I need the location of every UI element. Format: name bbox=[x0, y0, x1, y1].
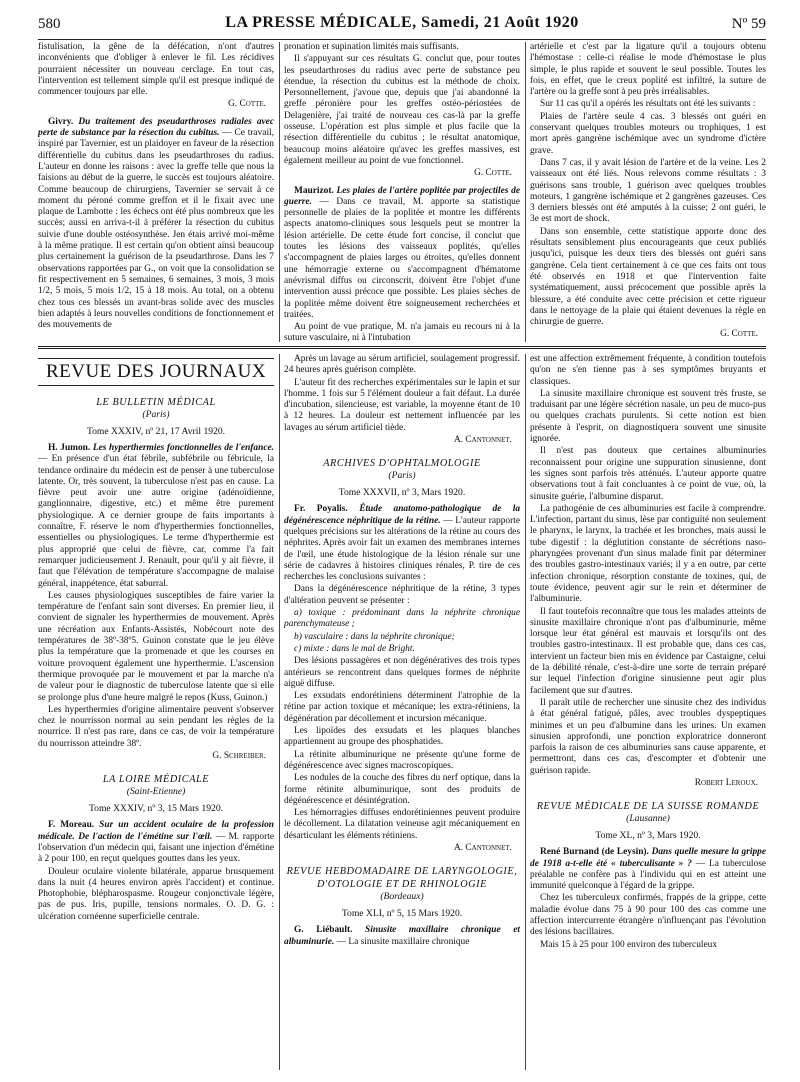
article bbox=[38, 820, 274, 865]
article-author: René Burnand (de Leysin). bbox=[540, 847, 649, 858]
paragraph: Sur 11 cas qu'il a opérés les résultats ont été les suivants : bbox=[540, 99, 756, 110]
column-divider bbox=[279, 42, 280, 342]
article-text: — L'auteur rapporte quelques précisions sur les altérations de la rétine au cours des néphrites. Après avoir fait un examen des membranes internes de l'œil, une étude histologique de la lésion rénale sur une série de cadavres à histoires cliniques rénales, P. tire de ces recherches les conclusions suivantes : bbox=[284, 515, 520, 583]
article-text: — En présence d'un état fébrile, subfébrile ou fébricule, la tendance ordinaire du médecin est de penser à une tuberculose latente. Or, très souvent, la tuberculose n'est pas en cause. La fièvre peut avoir une autre origine (adénoïdienne, ganglionnaire, digestive, etc.) et même être purement physiologique. A ce dernier groupe de faits importants à connaître, F. réserve le nom d'hyperthermies fonctionnelles, essentielles ou physiologiques. Le terme d'hyperthermie est plus approprié que celui de fièvre, car, comme l'a fait remarquer judicieusement J. Renault, pour qu'il y ait fièvre, il faut que l'élévation de température s'accompagne de malaise général, inappétence, état saburral. bbox=[38, 454, 274, 589]
header-rule bbox=[38, 39, 766, 40]
article-title: Dans quelle mesure la grippe de 1918 a-t-elle été « tuberculisante » ? bbox=[530, 847, 766, 869]
paragraph: La sinusite maxillaire chronique est souvent très fruste, se traduisant par une légère sécrétion nasale, un peu de muco-pus ou quelques crachats purulents. Si cette notion est bien présente à l'esprit, on diagnostiquera souvent une sinusite ignorée. bbox=[530, 388, 766, 445]
issue-number: Nº 59 bbox=[731, 16, 766, 32]
paragraph: Dans 7 cas, il y avait lésion de l'artère et de la veine. Les 2 vaisseaux ont été liés. Nous relevons comme résultats : 3 guérisons sans trouble, 1 guérison avec quelques troubles moteurs, 1 gangrène ischémique et 2 gangrènes gazeuses. Ces 3 derniers blessés ont été amputés à la cuisse; 2 ont guéri, le 3e est mort de shock. bbox=[530, 157, 766, 225]
top-column-3 bbox=[530, 42, 766, 342]
journal-city: (Bordeaux) bbox=[380, 891, 424, 903]
paragraph: c) mixte : dans le mal de Bright. bbox=[294, 643, 415, 654]
journal-name: ARCHIVES D'OPHTALMOLOGIE bbox=[323, 458, 481, 470]
journal-name: REVUE MÉDICALE DE LA SUISSE ROMANDE bbox=[536, 801, 760, 813]
paragraph: Les nodules de la couche des fibres du nerf optique, dans la forme rétinite albuminurique, sont des produits de dégénérescence et désintégration. bbox=[284, 773, 520, 806]
bottom-column-1 bbox=[38, 354, 274, 1070]
article-title: Sinusite maxillaire chronique et albuminurie. bbox=[284, 925, 520, 947]
column-divider bbox=[279, 354, 280, 1070]
article-text: — La tuberculose préalable ne confère pas à l'individu qui en est atteint une immunité quelconque à l'égard de la grippe. bbox=[530, 858, 766, 892]
article-title: Les hyperthermies fonctionnelles de l'enfance. bbox=[92, 443, 274, 453]
column-divider bbox=[525, 354, 526, 1070]
article-text: — M. rapporte l'observation d'un médecin qui, faisant une injection d'émétine à 2 pour 100, en reçut quelques gouttes dans les yeux. bbox=[38, 831, 274, 865]
paragraph: Il s'appuyant sur ces résultats G. conclut que, pour toutes les pseudarthroses du radius avec perte de substance peu étendue, la résection du cubitus est la méthode de choix. Personnellement, j'avoue que, depuis que j'ai abandonné la greffe péronière pour les greffes ostéo-périostées de Delagenière, j'ai traité de nouveau ces cas-là par la greffe osseuse. L'opération est plus simple et plus facile que la résection différentielle du cubitus ; le résultat anatomique, beaucoup moins aléatoire qu'avec les greffes massives, est également meilleur au point de vue fonctionnel. bbox=[284, 54, 520, 166]
article-author: F. Moreau. bbox=[48, 820, 95, 831]
paragraph: fistulisation, la gêne de la défécation, n'ont d'autres inconvénients que d'obliger à enlever le fil. Les récidives pourraient nécessiter un nouveau cerclage. En tout cas, l'intervention est tellement simple qu'il est presque indiqué de commencer toujours par elle. bbox=[38, 42, 274, 98]
paragraph: Il n'est pas douteux que certaines albuminuries reconnaissent pour origine une suppuration sinusienne, dont les signes sont parfois très atténués. L'auteur apporte quatre observations tout à fait concluantes à ce point de vue, où, la sinusite guérie, l'albumine disparut. bbox=[530, 446, 766, 502]
bottom-column-2 bbox=[284, 354, 520, 1070]
article-author: Givry. bbox=[48, 116, 74, 127]
article-author: Maurizot. bbox=[294, 185, 334, 196]
paragraph: Les causes physiologiques susceptibles de faire varier la température de l'enfant sain sont diverses. En premier lieu, il convient de signaler les hyperthermies de mouvement. Après une récréation aux Enfants-Assistés, Nobécourt note des températures de 38º-38º5. Guinon constate que le jeu élève plus la température que la promenade et que les courses en voiture provoquent également une hyperthermie. L'ascension thermique provoquée par le mouvement et par la marche n'a de valeur pour le diagnostic de tuberculose latente que si elle se prolonge plus d'une heure malgré le repos (Kuss, Guinon.) bbox=[38, 590, 274, 703]
paragraph: b) vasculaire : dans la néphrite chronique; bbox=[294, 631, 455, 642]
journal-tome: Tome XXXIV, nº 21, 17 Avril 1920. bbox=[86, 426, 226, 437]
paragraph: a) toxique : prédominant dans la néphrite chronique parenchymateuse ; bbox=[284, 608, 520, 630]
paragraph: Au point de vue pratique, M. n'a jamais eu recours ni à la suture vasculaire, ni à l'intubation bbox=[284, 322, 520, 342]
section-separator bbox=[38, 346, 766, 349]
journal-city: (Lausanne) bbox=[626, 813, 670, 825]
article-title: Les plaies de l'artère poplitée par projectiles de guerre. bbox=[284, 185, 520, 207]
signature: G. Schreiber. bbox=[212, 751, 266, 762]
journal-tome: Tome XLI, nº 5, 15 Mars 1920. bbox=[341, 908, 463, 920]
signature: A. Cantonnet. bbox=[453, 842, 512, 853]
paragraph: Des lésions passagères et non dégénératives des trois types antérieurs se rencontrent dans quelques formes de néphrite aiguë diffuse. bbox=[284, 656, 520, 689]
paragraph: La rétinite albuminurique ne présente qu'une forme de dégénérescence avec signes macroscopiques. bbox=[284, 749, 520, 771]
top-column-1 bbox=[38, 42, 274, 342]
article-title: Du traitement des pseudarthroses radiales avec perte de substance par la résection du cubitus. bbox=[38, 116, 274, 139]
article-author: G. Liébault. bbox=[294, 925, 353, 936]
page-number: 580 bbox=[38, 16, 61, 32]
signature: G. Cotte. bbox=[474, 168, 512, 179]
article-author: H. Jumon. bbox=[48, 443, 91, 453]
article bbox=[38, 117, 274, 332]
section-heading: REVUE DES JOURNAUX bbox=[38, 358, 274, 386]
article-text: — Dans ce travail, M. apporte sa statistique personnelle de plaies de la poplitée et montre les différents aspects anatomo-cliniques sous lesquels peut se montrer la lésion artérielle. De cette étude fort concise, il conclut que toutes les lésions des vaisseaux poplités, qu'elles s'accompagnent de plaies larges ou étroites, qu'elles donnent une hémorragie externe ou s'accompagnent d'hématome anévrismal diffus ou circonscrit, doivent être l'objet d'une intervention aussi précoce que possible. Les plaies sèches de la poplitée même doivent être soigneusement recherchées et traitées. bbox=[284, 196, 520, 320]
paragraph: Dans son ensemble, cette statistique apporte donc des résultats sensiblement plus encourageants que ceux publiés jusqu'ici, puisque les deux tiers des blessés ont guéri sans gangrène. Cela tient certainement à ce que ces faits ont tous été observés en 1918 et que l'intervention faite systématiquement, aussi précocement que possible après la blessure, a été conduite avec cette précision et cette rigueur dans le nettoyage de la plaie qui étaient devenues la règle en chirurgie de guerre. bbox=[530, 226, 766, 328]
signature: A. Cantonnet. bbox=[453, 435, 512, 446]
paragraph: est une affection extrêmement fréquente, à condition toutefois qu'on ne s'en tienne pas à ses symptômes bruyants et classiques. bbox=[530, 354, 766, 387]
journal-city: (Paris) bbox=[388, 470, 416, 482]
paragraph: Les hémorragies diffuses endorétiniennes peuvent produire le décollement. La dilatation veineuse agit mécaniquement en désarticulant les éléments rétiniens. bbox=[284, 808, 520, 841]
article bbox=[530, 847, 766, 892]
top-section bbox=[38, 42, 766, 342]
paragraph: Mais 15 à 25 pour 100 environ des tuberculeux bbox=[540, 939, 718, 950]
signature: Robert Leroux. bbox=[694, 777, 758, 788]
signature: G. Cotte. bbox=[228, 99, 266, 110]
journal-name: LE BULLETIN MÉDICAL bbox=[96, 397, 216, 408]
article bbox=[38, 443, 274, 590]
article bbox=[284, 925, 520, 948]
paragraph: Il faut toutefois reconnaître que tous les malades atteints de sinusite maxillaire chronique n'ont pas d'albuminurie, même lorsque leur état général est mauvais et lorsqu'ils ont des troubles gastro-intestinaux. Il est probable que, dans ces cas, intervient un facteur bien mis en évidence par Castaigne, celui de la débilité rénale, c'est-à-dire une sorte de terrain préparé sur lequel l'infection d'origine sinusienne peut agir plus facilement que sur d'autres. bbox=[530, 606, 766, 696]
article-author: Fr. Poyalis. bbox=[294, 504, 348, 515]
article-text: — La sinusite maxillaire chronique bbox=[336, 936, 470, 947]
article-title: Sur un accident oculaire de la profession médicale. De l'action de l'émétine sur l'œil. bbox=[38, 820, 274, 842]
article-title: Étude anatomo-pathologique de la dégénérescence néphritique de la rétine. bbox=[284, 504, 520, 526]
paragraph: L'auteur fit des recherches expérimentales sur le lapin et sur l'homme. 1 fois sur 5 l'élément douleur a fait défaut. La durée d'incubation, silencieuse, est variable, la moyenne étant de 10 à 12 heures. La douleur est nettement influencée par les lavages au sérum artificiel tiède. bbox=[284, 377, 520, 433]
paragraph: Il paraît utile de rechercher une sinusite chez des individus à état général fatigué, pâles, avec troubles dyspeptiques minimes et un peu d'albumine dans les urines. Un examen sinusien approfondi, une ponction exploratrice donneront parfois la raison de ces albuminuries sans cause apparente, et permettront, dans ces cas, d'escompter et d'obtenir une guérison rapide. bbox=[530, 697, 766, 776]
paragraph: Plaies de l'artère seule 4 cas. 3 blessés ont guéri en conservant quelques troubles moteurs ou trophiques, 1 est mort après gangrène ischémique avec un syndrome d'ictère grave. bbox=[530, 111, 766, 156]
top-column-2 bbox=[284, 42, 520, 342]
column-divider bbox=[525, 42, 526, 342]
paragraph: Les exsudats endorétiniens déterminent l'atrophie de la rétine par action toxique et mécanique; les extra-rétiniens, la dégénération par décollement et incursion mécanique. bbox=[284, 691, 520, 724]
article-text: — Ce travail, inspiré par Tavernier, est un plaidoyer en faveur de la résection différentielle du cubitus dans les pseudarthroses du radius. L'auteur en donne les raisons : avec la greffe telle que nous la faisions au début de la guerre, le succès est toujours aléatoire. Comme beaucoup de chirurgiens, Tavernier se servait à ce moment du péroné comme greffon et il le fixait avec une plaque de Lambotte : les échecs ont été plus nombreux que les succès; aussi en arriva-t-il à préférer la résection du cubitus suivie d'une double ostéosynthèse. Jen étais arrivé moi-même à la même pratique. Il est certain qu'on obtient ainsi beaucoup plus certainement la guérison de la pseudarthrose. Dans les 7 observations rapportées par G., on voit que la consolidation se fit respectivement en 5 semaines, 6 semaines, 3 mois, 3 mois 1/2, 5 mois, 5 mois 1/2, 15 à 18 mois. Au total, on a obtenu chez tous ces blessés un avant-bras solide avec des muscles bien adaptés à leurs nouvelles conditions de fonctionnement et des mouvements de bbox=[38, 128, 274, 331]
bottom-section bbox=[38, 354, 766, 1070]
article bbox=[284, 186, 520, 322]
paragraph: Après un lavage au sérum artificiel, soulagement progressif. 24 heures après guérison complète. bbox=[284, 354, 520, 376]
journal-name: REVUE HEBDOMADAIRE DE LARYNGOLOGIE, D'OTOLOGIE ET DE RHINOLOGIE bbox=[286, 866, 518, 891]
journal-city: (Paris) bbox=[142, 409, 170, 420]
paragraph: Les lipoïdes des exsudats et les plaques blanches appartiennent au groupe des phosphatides. bbox=[284, 726, 520, 748]
bottom-column-3 bbox=[530, 354, 766, 1070]
paragraph: Les hyperthermies d'origine alimentaire peuvent s'observer chez le nourrisson normal au sein pendant les règles de la nourrice. Il n'est pas rare, dans ce cas, de voir la température du nourrisson atteindre 38º. bbox=[38, 704, 274, 749]
article bbox=[284, 504, 520, 583]
journal-tome: Tome XXXIV, nº 3, 15 Mars 1920. bbox=[88, 803, 224, 815]
page-header bbox=[38, 14, 766, 36]
journal-name: LA LOIRE MÉDICALE bbox=[102, 774, 210, 786]
journal-tome: Tome XXXVII, nº 3, Mars 1920. bbox=[338, 487, 466, 499]
paragraph: Dans la dégénérescence néphritique de la rétine, 3 types d'altération peuvent se présenter : bbox=[284, 584, 520, 606]
paragraph: Chez les tuberculeux confirmés, frappés de la grippe, cette maladie évolue dans 75 à 90 pour 100 des cas comme une affection intercurrente étrangère n'influençant pas l'évolution des lésions bacillaires. bbox=[530, 893, 766, 938]
paragraph: La pathogénie de ces albuminuries est facile à comprendre. L'infection, partant du sinus, lèse par contiguïté non seulement le pharynx, le larynx, la trachée et les bronches, mais aussi le tube digestif : la déglutition constante de sécrétions naso-pharyngées provenant d'un sinus malade finit par déterminer des troubles gastro-intestinaux variés; il y a en outre, par cette infection chronique, résorption constante de toxines, qui, de toute évidence, peuvent agir sur le rein et déterminer de l'albuminurie. bbox=[530, 503, 766, 605]
paragraph: Douleur oculaire violente bilatérale, apparue brusquement dans la nuit (4 heures environ après l'accident) et continue. Photophobie, blépharospasme. Rougeur conjonctivale légère, pas de pus. Iris, pupille, tensions normales. O. D. G. : ulcération cornéenne superficielle centrale. bbox=[38, 866, 274, 922]
journal-city: (Saint-Etienne) bbox=[126, 786, 186, 798]
paragraph: pronation et supination limités mais suffisants. bbox=[284, 42, 459, 52]
paragraph: artérielle et c'est par la ligature qu'il a toujours obtenu l'hémostase : celle-ci réalise le mode d'hémostase le plus simple, le plus rapide et souvent le seul possible. Toutes les fois, en effet, que le creux poplité est infiltré, la suture de l'artère ou la greffe sont à peu près irréalisables. bbox=[530, 42, 766, 98]
journal-tome: Tome XL, nº 3, Mars 1920. bbox=[595, 830, 701, 842]
journal-title: LA PRESSE MÉDICALE, Samedi, 21 Août 1920 bbox=[225, 14, 579, 31]
signature: G. Cotte. bbox=[720, 329, 758, 340]
